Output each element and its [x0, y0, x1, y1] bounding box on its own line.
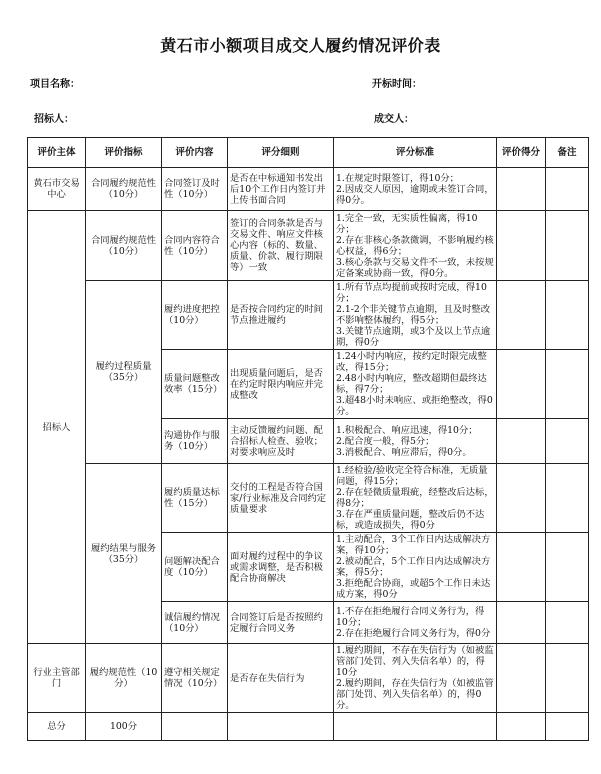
- indicator-cell: 履约规范性（10分）: [86, 644, 162, 713]
- rule-cell: 主动反馈履约问题、配合招标人检查、验收；对要求响应及时: [228, 419, 334, 464]
- standard-cell: 1.在规定时限签订，得10分； 2.因成交人原因，逾期或未签订合同，得0分。: [334, 168, 497, 211]
- winner-label: 成交人：: [374, 114, 414, 125]
- page-title: 黄石市小额项目成交人履约情况评价表: [160, 36, 441, 55]
- rule-cell: 合同签订后是否按照约定履行合同义务: [228, 602, 334, 644]
- total-score-cell[interactable]: [497, 713, 546, 741]
- remark-cell[interactable]: [546, 644, 589, 713]
- score-cell[interactable]: [497, 602, 546, 644]
- score-cell[interactable]: [497, 464, 546, 533]
- rule-cell: 签订的合同条款是否与交易文件、响应文件核心内容（标的、数量、质量、价款、履行期限等）一致: [228, 211, 334, 281]
- start-time-label: 开标时间：: [372, 79, 422, 90]
- header-score: 评价得分: [497, 138, 546, 168]
- content-cell: 履约进度把控（10分）: [162, 281, 228, 350]
- score-cell[interactable]: [497, 281, 546, 350]
- content-cell: 合同内容符合性（10分）: [162, 211, 228, 281]
- score-cell[interactable]: [497, 419, 546, 464]
- table-row: [28, 168, 589, 211]
- standard-cell: 1.所有节点均提前或按时完成，得10分； 2.1-2个非关键节点逾期，且及时整改不影响整体履约，得5分； 3.关键节点逾期，或3个及以上节点逾期，得0分: [334, 281, 497, 350]
- standard-cell: 1.不存在拒绝履行合同义务行为，得10分； 2.存在拒绝履行合同义务行为，得0分: [334, 602, 497, 644]
- rule-cell: 是否按合同约定的时间节点推进履约: [228, 281, 334, 350]
- content-cell: 沟通协作与服务（10分）: [162, 419, 228, 464]
- rule-cell: 面对履约过程中的争议或需求调整，是否积极配合协商解决: [228, 533, 334, 602]
- header-subject: 评价主体: [28, 138, 86, 168]
- table-row: [28, 464, 589, 533]
- remark-cell[interactable]: [546, 602, 589, 644]
- remark-cell[interactable]: [546, 350, 589, 419]
- standard-cell: 1.履约期间，不存在失信行为（如被监管部门处罚、列入失信名单）的，得10分 2.履约期间，存在失信行为（如被监管部门处罚、列入失信名单）的，得0分。: [334, 644, 497, 713]
- standard-cell: 1.主动配合，3个工作日内达成解决方案，得10分； 2.被动配合，5个工作日内达成解决方案，得5分； 3.拒绝配合协商，或超5个工作日未达成方案，得0分: [334, 533, 497, 602]
- total-blank-cell: [228, 713, 334, 741]
- table-row: [28, 281, 589, 350]
- rule-cell: 是否存在失信行为: [228, 644, 334, 713]
- total-value: 100分: [86, 713, 162, 741]
- indicator-cell: 合同履约规范性（10分）: [86, 211, 162, 281]
- content-cell: 诚信履约情况（10分）: [162, 602, 228, 644]
- content-cell: 履约质量达标性（15分）: [162, 464, 228, 533]
- indicator-cell: 履约结果与服务（35分）: [86, 464, 162, 644]
- subject-cell: 黄石市交易中心: [28, 168, 86, 211]
- score-cell[interactable]: [497, 644, 546, 713]
- header-remark: 备注: [546, 138, 589, 168]
- remark-cell[interactable]: [546, 168, 589, 211]
- total-blank-cell: [162, 713, 228, 741]
- rule-cell: 出现质量问题后，是否在约定时限内响应并完成整改: [228, 350, 334, 419]
- content-cell: 质量问题整改效率（15分）: [162, 350, 228, 419]
- header-rule: 评分细则: [228, 138, 334, 168]
- evaluation-table: [27, 137, 589, 741]
- table-row: [28, 211, 589, 281]
- remark-cell[interactable]: [546, 281, 589, 350]
- remark-cell[interactable]: [546, 533, 589, 602]
- total-label: 总分: [28, 713, 86, 741]
- standard-cell: 1.完全一致，无实质性偏离，得10分； 2.存在非核心条款微调，不影响履约核心权益，得6分； 3.核心条款与交易文件不一致，未按规定备案或协商一致，得0分。: [334, 211, 497, 281]
- header-standard: 评分标准: [334, 138, 497, 168]
- score-cell[interactable]: [497, 350, 546, 419]
- score-cell[interactable]: [497, 168, 546, 211]
- header-indicator: 评价指标: [86, 138, 162, 168]
- rule-cell: 交付的工程是否符合国家/行业标准及合同约定质量要求: [228, 464, 334, 533]
- indicator-cell: 履约过程质量（35分）: [86, 281, 162, 464]
- total-blank-cell: [334, 713, 497, 741]
- total-row: [28, 713, 589, 741]
- total-remark-cell[interactable]: [546, 713, 589, 741]
- tenderer-label: 招标人：: [34, 114, 74, 125]
- indicator-cell: 合同履约规范性（10分）: [86, 168, 162, 211]
- project-name-label: 项目名称：: [30, 79, 80, 90]
- standard-cell: 1.经检验/验收完全符合标准，无质量问题，得15分； 2.存在轻微质量瑕疵，经整改后达标，得8分； 3.存在严重质量问题，整改后仍不达标，或造成损失，得0分: [334, 464, 497, 533]
- rule-cell: 是否在中标通知书发出后10个工作日内签订并上传书面合同: [228, 168, 334, 211]
- score-cell[interactable]: [497, 211, 546, 281]
- remark-cell[interactable]: [546, 464, 589, 533]
- content-cell: 合同签订及时性（10分）: [162, 168, 228, 211]
- standard-cell: 1.24小时内响应，按约定时限完成整改，得15分； 2.48小时内响应，整改超期但最终达标，得7分； 3.超48小时未响应、或拒绝整改，得0分。: [334, 350, 497, 419]
- table-row: [28, 644, 589, 713]
- standard-cell: 1.积极配合、响应迅速，得10分； 2.配合度一般，得5分； 3.消极配合、响应滞后，得0分。: [334, 419, 497, 464]
- remark-cell[interactable]: [546, 211, 589, 281]
- subject-cell: 招标人: [28, 211, 86, 644]
- score-cell[interactable]: [497, 533, 546, 602]
- content-cell: 遵守相关规定情况（10分）: [162, 644, 228, 713]
- subject-cell: 行业主管部门: [28, 644, 86, 713]
- table-header-row: [28, 138, 589, 168]
- remark-cell[interactable]: [546, 419, 589, 464]
- header-content: 评价内容: [162, 138, 228, 168]
- content-cell: 问题解决配合度（10分）: [162, 533, 228, 602]
